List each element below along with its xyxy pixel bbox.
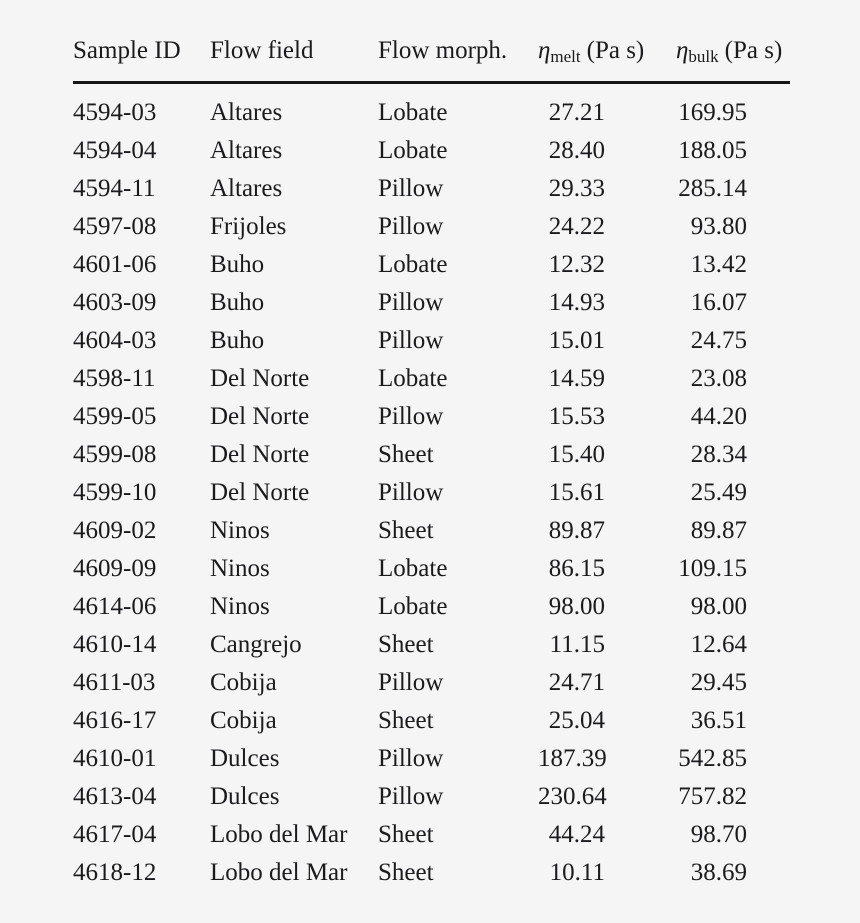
eta-bulk-cell: 25.49 bbox=[690, 479, 747, 506]
eta-bulk-cell: 188.05 bbox=[678, 137, 747, 164]
eta-melt-cell: 14.59 bbox=[548, 365, 605, 392]
flow-morph-cell: Pillow bbox=[378, 213, 444, 240]
eta-bulk-cell: 169.95 bbox=[678, 99, 747, 126]
flow-morph-cell: Sheet bbox=[378, 517, 434, 544]
flow-field-cell: Altares bbox=[210, 99, 283, 126]
table-row bbox=[73, 626, 790, 664]
flow-field-cell: Ninos bbox=[210, 555, 270, 582]
eta-melt-cell: 27.21 bbox=[548, 99, 605, 126]
flow-morph-cell: Lobate bbox=[378, 137, 448, 164]
eta-bulk-cell: 285.14 bbox=[678, 175, 747, 202]
sample-viscosity-table bbox=[73, 33, 790, 892]
sample-id-cell: 4603-09 bbox=[73, 289, 157, 316]
table-row bbox=[73, 664, 790, 702]
eta-melt-cell: 187.39 bbox=[538, 745, 607, 772]
eta-melt-cell: 10.11 bbox=[549, 859, 605, 886]
eta-melt-cell: 24.71 bbox=[548, 669, 605, 696]
table-row bbox=[73, 474, 790, 512]
eta-melt-cell: 15.53 bbox=[548, 403, 605, 430]
eta-melt-cell: 89.87 bbox=[548, 517, 605, 544]
eta-bulk-cell: 12.64 bbox=[690, 631, 747, 658]
flow-field-cell: Lobo del Mar bbox=[210, 859, 348, 886]
flow-morph-cell: Pillow bbox=[378, 783, 444, 810]
flow-field-cell: Cobija bbox=[210, 707, 277, 734]
flow-field-cell: Buho bbox=[210, 289, 265, 316]
flow-field-cell: Del Norte bbox=[210, 403, 310, 430]
table-row bbox=[73, 550, 790, 588]
sample-id-cell: 4598-11 bbox=[73, 365, 156, 392]
sample-id-cell: 4599-05 bbox=[73, 403, 157, 430]
eta-symbol: η bbox=[676, 37, 689, 64]
eta-bulk-cell: 89.87 bbox=[690, 517, 747, 544]
flow-field-cell: Del Norte bbox=[210, 365, 310, 392]
flow-morph-cell: Sheet bbox=[378, 821, 434, 848]
sample-id-cell: 4618-12 bbox=[73, 859, 157, 886]
eta-bulk-cell: 38.69 bbox=[690, 859, 747, 886]
flow-field-cell: Buho bbox=[210, 327, 265, 354]
table-row bbox=[73, 854, 790, 892]
flow-morph-cell: Sheet bbox=[378, 441, 434, 468]
table-row bbox=[73, 132, 790, 170]
eta-melt-cell: 25.04 bbox=[548, 707, 605, 734]
table-row bbox=[73, 322, 790, 360]
sample-id-cell: 4610-01 bbox=[73, 745, 157, 772]
flow-morph-cell: Pillow bbox=[378, 745, 444, 772]
flow-field-cell: Cangrejo bbox=[210, 631, 302, 658]
flow-field-cell: Del Norte bbox=[210, 441, 310, 468]
table-body bbox=[73, 83, 790, 893]
eta-bulk-cell: 13.42 bbox=[690, 251, 747, 278]
flow-morph-cell: Pillow bbox=[378, 403, 444, 430]
eta-bulk-cell: 23.08 bbox=[690, 365, 747, 392]
sample-id-cell: 4610-14 bbox=[73, 631, 157, 658]
flow-morph-cell: Pillow bbox=[378, 289, 444, 316]
flow-morph-cell: Pillow bbox=[378, 175, 444, 202]
table-row bbox=[73, 778, 790, 816]
eta-bulk-subscript: bulk bbox=[688, 47, 719, 66]
table-row bbox=[73, 588, 790, 626]
eta-melt-cell: 24.22 bbox=[548, 213, 605, 240]
eta-bulk-cell: 98.00 bbox=[690, 593, 747, 620]
eta-bulk-cell: 16.07 bbox=[690, 289, 747, 316]
flow-morph-cell: Lobate bbox=[378, 555, 448, 582]
sample-id-cell: 4614-06 bbox=[73, 593, 157, 620]
flow-morph-cell: Sheet bbox=[378, 631, 434, 658]
flow-field-cell: Del Norte bbox=[210, 479, 310, 506]
flow-morph-cell: Pillow bbox=[378, 327, 444, 354]
flow-field-cell: Frijoles bbox=[210, 213, 287, 240]
flow-field-cell: Cobija bbox=[210, 669, 277, 696]
sample-id-cell: 4601-06 bbox=[73, 251, 157, 278]
flow-field-cell: Altares bbox=[210, 175, 283, 202]
col-header-eta-bulk bbox=[660, 33, 790, 83]
table-header-row bbox=[73, 33, 790, 83]
sample-id-cell: 4597-08 bbox=[73, 213, 157, 240]
eta-bulk-cell: 757.82 bbox=[678, 783, 747, 810]
eta-melt-cell: 29.33 bbox=[548, 175, 605, 202]
eta-bulk-unit: (Pa s) bbox=[724, 37, 783, 64]
eta-melt-cell: 11.15 bbox=[549, 631, 605, 658]
flow-morph-cell: Pillow bbox=[378, 669, 444, 696]
flow-field-cell: Lobo del Mar bbox=[210, 821, 348, 848]
eta-bulk-cell: 24.75 bbox=[690, 327, 747, 354]
table-row bbox=[73, 360, 790, 398]
eta-melt-cell: 15.40 bbox=[548, 441, 605, 468]
table-row bbox=[73, 816, 790, 854]
flow-morph-cell: Sheet bbox=[378, 707, 434, 734]
flow-field-cell: Dulces bbox=[210, 783, 280, 810]
eta-melt-cell: 28.40 bbox=[548, 137, 605, 164]
eta-melt-cell: 15.61 bbox=[548, 479, 605, 506]
sample-id-cell: 4594-11 bbox=[73, 175, 156, 202]
sample-id-cell: 4609-02 bbox=[73, 517, 157, 544]
eta-bulk-cell: 542.85 bbox=[678, 745, 747, 772]
table-row bbox=[73, 170, 790, 208]
col-header-eta-melt bbox=[538, 33, 660, 83]
sample-id-cell: 4604-03 bbox=[73, 327, 157, 354]
eta-melt-cell: 98.00 bbox=[548, 593, 605, 620]
flow-morph-cell: Lobate bbox=[378, 365, 448, 392]
eta-bulk-cell: 44.20 bbox=[690, 403, 747, 430]
sample-id-cell: 4599-10 bbox=[73, 479, 157, 506]
eta-bulk-cell: 109.15 bbox=[678, 555, 747, 582]
eta-bulk-cell: 98.70 bbox=[690, 821, 747, 848]
sample-viscosity-table-wrap bbox=[73, 33, 790, 892]
table-row bbox=[73, 740, 790, 778]
eta-melt-cell: 15.01 bbox=[548, 327, 605, 354]
eta-melt-cell: 12.32 bbox=[548, 251, 605, 278]
col-header-flow-morph: Flow morph. bbox=[378, 33, 538, 83]
table-row bbox=[73, 83, 790, 133]
flow-field-cell: Buho bbox=[210, 251, 265, 278]
sample-id-cell: 4609-09 bbox=[73, 555, 157, 582]
table-row bbox=[73, 284, 790, 322]
eta-melt-cell: 14.93 bbox=[548, 289, 605, 316]
flow-morph-cell: Lobate bbox=[378, 593, 448, 620]
flow-morph-cell: Sheet bbox=[378, 859, 434, 886]
col-header-flow-field: Flow field bbox=[210, 33, 378, 83]
eta-bulk-cell: 28.34 bbox=[690, 441, 747, 468]
table-row bbox=[73, 398, 790, 436]
sample-id-cell: 4594-04 bbox=[73, 137, 157, 164]
flow-field-cell: Dulces bbox=[210, 745, 280, 772]
eta-bulk-cell: 29.45 bbox=[690, 669, 747, 696]
table-row bbox=[73, 436, 790, 474]
eta-bulk-cell: 93.80 bbox=[690, 213, 747, 240]
table-row bbox=[73, 512, 790, 550]
sample-id-cell: 4613-04 bbox=[73, 783, 157, 810]
sample-id-cell: 4611-03 bbox=[73, 669, 156, 696]
eta-symbol: η bbox=[538, 37, 551, 64]
eta-bulk-cell: 36.51 bbox=[690, 707, 747, 734]
table-row bbox=[73, 702, 790, 740]
eta-melt-cell: 86.15 bbox=[548, 555, 605, 582]
flow-field-cell: Ninos bbox=[210, 517, 270, 544]
flow-morph-cell: Lobate bbox=[378, 99, 448, 126]
sample-id-cell: 4617-04 bbox=[73, 821, 157, 848]
flow-field-cell: Altares bbox=[210, 137, 283, 164]
flow-morph-cell: Pillow bbox=[378, 479, 444, 506]
table-row bbox=[73, 208, 790, 246]
flow-field-cell: Ninos bbox=[210, 593, 270, 620]
eta-melt-cell: 44.24 bbox=[548, 821, 605, 848]
table-header bbox=[73, 33, 790, 83]
flow-morph-cell: Lobate bbox=[378, 251, 448, 278]
sample-id-cell: 4599-08 bbox=[73, 441, 157, 468]
eta-melt-cell: 230.64 bbox=[538, 783, 607, 810]
col-header-sample-id: Sample ID bbox=[73, 33, 210, 83]
eta-melt-unit: (Pa s) bbox=[586, 37, 645, 64]
sample-id-cell: 4594-03 bbox=[73, 99, 157, 126]
eta-melt-subscript: melt bbox=[550, 47, 581, 66]
sample-id-cell: 4616-17 bbox=[73, 707, 157, 734]
table-row bbox=[73, 246, 790, 284]
